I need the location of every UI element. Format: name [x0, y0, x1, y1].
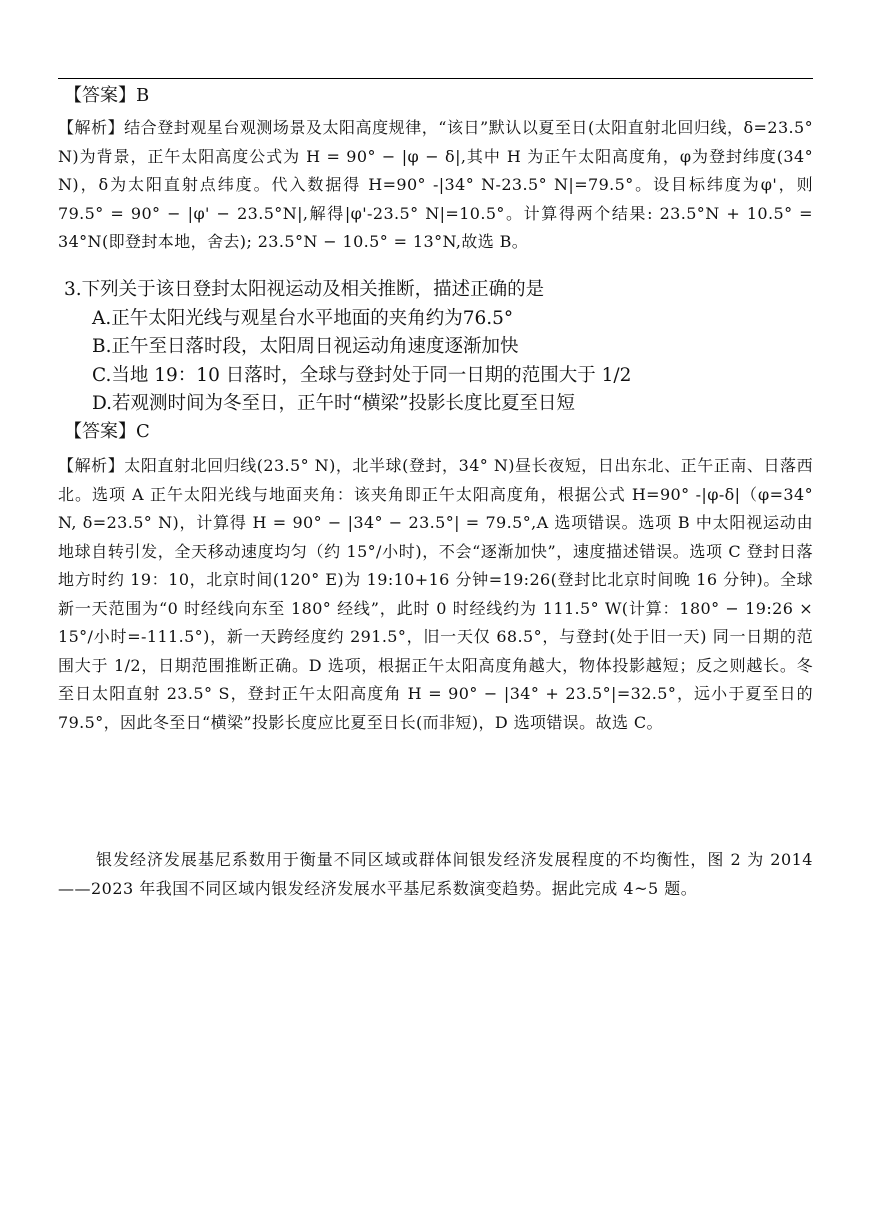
question-3-stem: 3.下列关于该日登封太阳视运动及相关推断，描述正确的是 — [64, 279, 545, 300]
answer-label-1: 【答案】B — [64, 85, 150, 106]
option-d: D.若观测时间为冬至日，正午时“横梁”投影长度比夏至日短 — [92, 393, 575, 414]
answer-label-2: 【答案】C — [64, 421, 150, 442]
lead-paragraph-block — [58, 845, 813, 903]
analysis-paragraph-2: 【解析】太阳直射北回归线(23.5° N)，北半球(登封，34° N)昼长夜短，日出东北、正午正南、日落西北。选项 A 正午太阳光线与地面夹角：该夹角即正午太阳高度角，根据公式 H=90° -|φ-δ|（φ=34° N, δ=23.5° N)，计算得 H = 90° − |34° − 23.5°| = 79.5°,A 选项错误。选项 B 中太阳视运动由地球自转引发，全天移动速度均匀（约 15°/小时)，不会“逐渐加快”，速度描述错误。选项 C 登封日落地方时约 19：10，北京时间(120° E)为 19:10+16 分钟=19:26(登封比北京时间晚 16 分钟)。全球新一天范围为“0 时经线向东至 180° 经线”，此时 0 时经线约为 111.5° W(计算：180° − 19:26 × 15°/小时=-111.5°)，新一天跨经度约 291.5°，旧一天仅 68.5°，与登封(处于旧一天) 同一日期的范围大于 1/2，日期范围推断正确。D 选项，根据正午太阳高度角越大，物体投影越短；反之则越长。冬至日太阳直射 23.5° S，登封正午太阳高度角 H = 90° − |34° + 23.5°|=32.5°，远小于夏至日的 79.5°，因此冬至日“横梁”投影长度应比夏至日长(而非短)，D 选项错误。故选 C。 — [58, 456, 813, 732]
option-c: C.当地 19：10 日落时，全球与登封处于同一日期的范围大于 1/2 — [92, 364, 632, 386]
option-b: B.正午至日落时段，太阳周日视运动角速度逐渐加快 — [92, 336, 519, 357]
lead-paragraph: 银发经济发展基尼系数用于衡量不同区域或群体间银发经济发展程度的不均衡性，图 2 为 2014——2023 年我国不同区域内银发经济发展水平基尼系数演变趋势。据此完成 4~5 题。 — [58, 850, 813, 898]
top-rule — [58, 78, 813, 79]
analysis-paragraph-1: 【解析】结合登封观星台观测场景及太阳高度规律，“该日”默认以夏至日(太阳直射北回归线，δ=23.5° N)为背景，正午太阳高度公式为 H = 90° − |φ − δ|,其中 H 为正午太阳高度角，φ为登封纬度(34° N)，δ为太阳直射点纬度。代入数据得 H=90° -|34° N-23.5° N|=79.5°。设目标纬度为φ'，则 79.5° = 90° − |φ' − 23.5°N|,解得|φ'-23.5° N|=10.5°。计算得两个结果: 23.5°N + 10.5° = 34°N(即登封本地，舍去); 23.5°N − 10.5° = 13°N,故选 B。 — [58, 118, 813, 251]
question-3 — [58, 276, 813, 419]
answer-block-1 — [58, 82, 813, 257]
option-a: A.正午太阳光线与观星台水平地面的夹角约为76.5° — [92, 307, 514, 329]
answer-block-2 — [58, 418, 813, 737]
